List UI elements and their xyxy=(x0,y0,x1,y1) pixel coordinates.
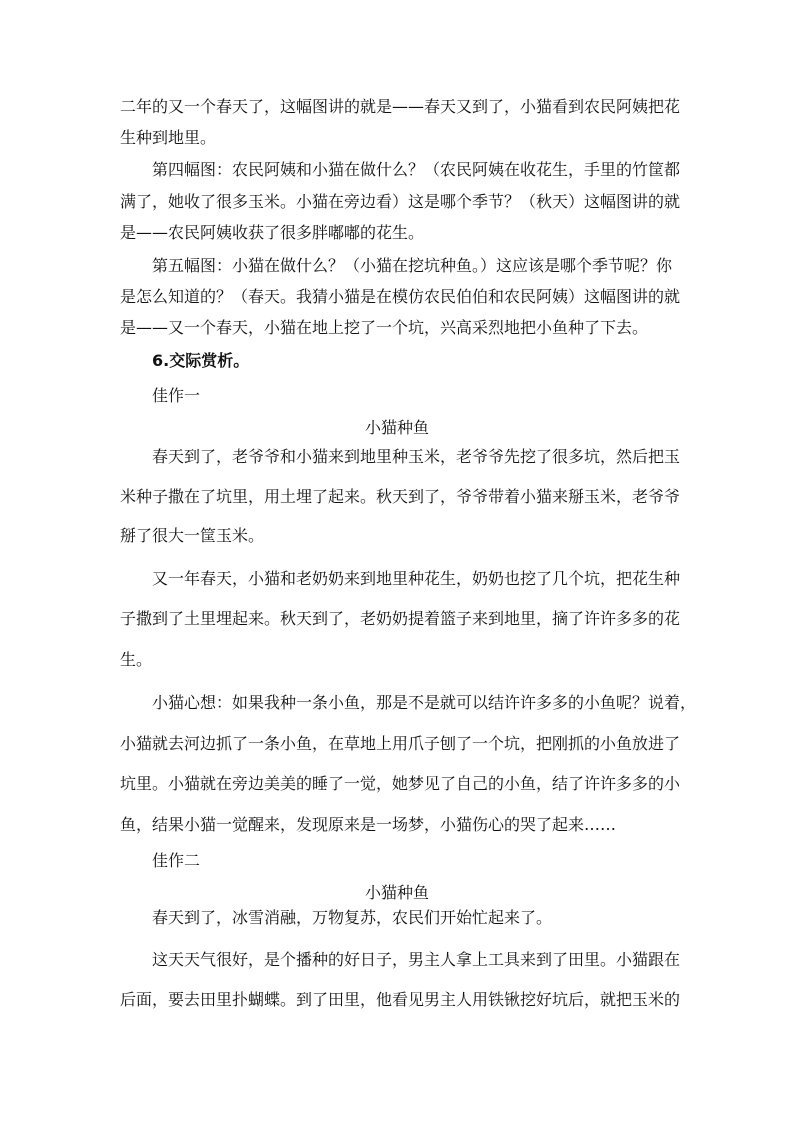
example-title: 小猫种鱼 xyxy=(364,418,429,437)
text-line: 生。 xyxy=(120,650,153,669)
text-line: 又一年春天，小猫和老奶奶来到地里种花生，奶奶也挖了几个坑，把花生种 xyxy=(152,569,681,588)
text-line: 后面，要去田里扑蝴蝶。到了田里，他看见男主人用铁锹挖好坑后，就把玉米的 xyxy=(120,990,681,1009)
example-label: 佳作一 xyxy=(152,386,201,405)
text-line: 生种到地里。 xyxy=(120,128,217,147)
text-line: 子撒到了土里埋起来。秋天到了，老奶奶提着篮子来到地里，摘了许许多多的花 xyxy=(120,609,681,628)
text-line: 二年的又一个春天了，这幅图讲的就是——春天又到了，小猫看到农民阿姨把花 xyxy=(120,97,681,116)
example-title: 小猫种鱼 xyxy=(364,883,429,902)
text-line: 是——农民阿姨收获了很多胖嘟嘟的花生。 xyxy=(120,223,425,242)
text-line: 满了，她收了很多玉米。小猫在旁边看）这是哪个季节？（秋天）这幅图讲的就 xyxy=(120,192,681,211)
text-line: 第五幅图：小猫在做什么？（小猫在挖坑种鱼。）这应该是哪个季节呢？你 xyxy=(152,256,673,275)
text-line: 春天到了，冰雪消融，万物复苏，农民们开始忙起来了。 xyxy=(152,908,553,927)
text-line: 是怎么知道的？（春天。我猜小猫是在模仿农民伯伯和农民阿姨）这幅图讲的就 xyxy=(120,287,681,306)
text-line: 是——又一个春天，小猫在地上挖了一个坑，兴高采烈地把小鱼种了下去。 xyxy=(120,318,649,337)
text-line: 鱼，结果小猫一觉醒来，发现原来是一场梦，小猫伤心的哭了起来…… xyxy=(120,815,617,834)
section-heading: 6.交际赏析。 xyxy=(152,351,250,370)
example-label: 佳作二 xyxy=(152,851,201,870)
text-line: 第四幅图：农民阿姨和小猫在做什么？（农民阿姨在收花生，手里的竹筐都 xyxy=(152,160,681,179)
text-line: 小猫心想：如果我种一条小鱼，那是不是就可以结许许多多的小鱼呢？说着， xyxy=(152,693,697,712)
text-line: 坑里。小猫就在旁边美美的睡了一觉，她梦见了自己的小鱼，结了许许多多的小 xyxy=(120,774,681,793)
text-line: 掰了很大一筐玉米。 xyxy=(120,526,265,545)
text-line: 小猫就去河边抓了一条小鱼，在草地上用爪子刨了一个坑，把刚抓的小鱼放进了 xyxy=(120,734,681,753)
text-line: 米种子撒在了坑里，用土埋了起来。秋天到了，爷爷带着小猫来掰玉米，老爷爷 xyxy=(120,487,681,506)
text-line: 这天天气很好，是个播种的好日子，男主人拿上工具来到了田里。小猫跟在 xyxy=(152,950,681,969)
text-line: 春天到了，老爷爷和小猫来到地里种玉米，老爷爷先挖了很多坑，然后把玉 xyxy=(152,447,681,466)
